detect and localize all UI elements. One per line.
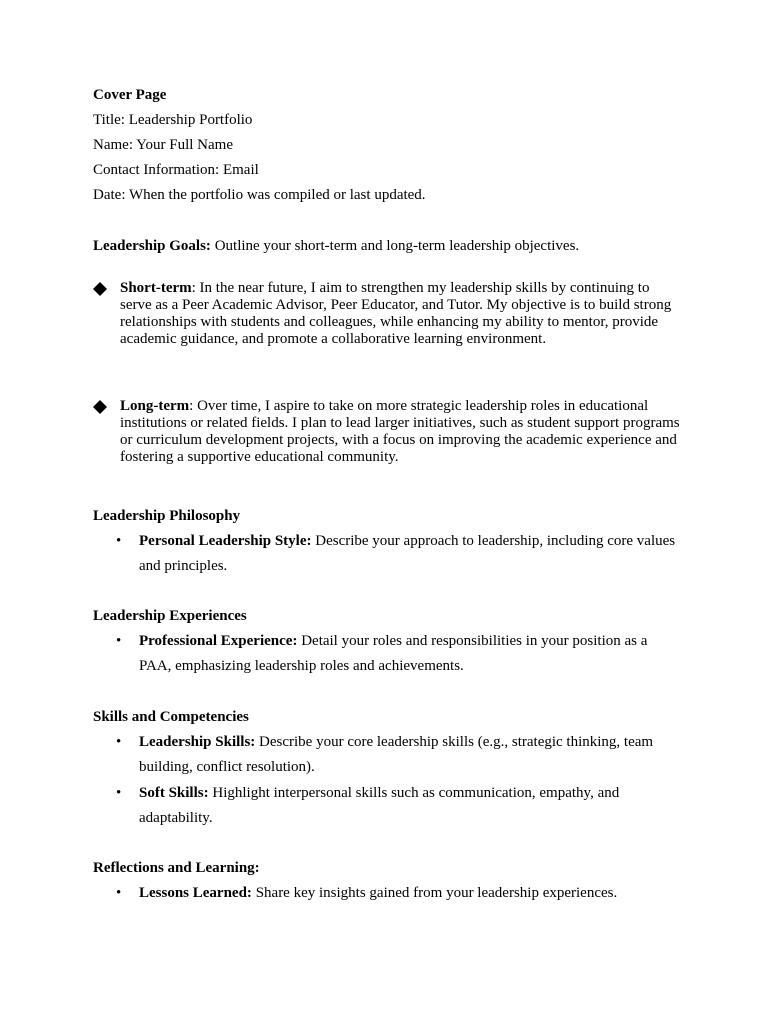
item-label: Personal Leadership Style: [139, 533, 312, 549]
item-text: Share key insights gained from your leadership experiences. [251, 885, 618, 901]
item-text: Describe your core leadership skills (e.g., strategic thinking, team building, conflict resolution). [139, 734, 654, 775]
goal-item-long-term [93, 398, 683, 466]
item-text: Detail your roles and responsibilities in your position as a PAA, emphasizing leadership roles and achievements. [139, 633, 648, 674]
goals-intro [93, 237, 579, 256]
diamond-bullet-icon [93, 400, 107, 414]
goal-text: : Over time, I aspire to take on more strategic leadership roles in educational institutions or related fields. I plan to lead larger initiatives, such as student support programs or curriculum development projects, with a focus on improving the academic experience and fostering a supportive educational community. [120, 398, 680, 465]
list-item [93, 730, 683, 780]
bullet-icon: • [116, 633, 122, 649]
item-text: Describe your approach to leadership, including core values and principles. [139, 533, 676, 574]
bullet-icon: • [116, 785, 122, 801]
cover-title: Title: Leadership Portfolio [93, 112, 253, 128]
bullet-icon: • [116, 533, 122, 549]
reflections-heading: Reflections and Learning: [93, 860, 260, 876]
cover-contact: Contact Information: Email [93, 162, 259, 178]
bullet-icon: • [116, 734, 122, 750]
goal-text: : In the near future, I aim to strengthen my leadership skills by continuing to serve as a Peer Academic Advisor, Peer Educator, and Tutor. My objective is to build strong relationships with students and colleagues, while enhancing my ability to mentor, provide academic guidance, and promote a collaborative learning environment. [120, 280, 672, 347]
goals-text: Outline your short-term and long-term leadership objectives. [210, 238, 580, 254]
goal-label: Long-term [120, 398, 190, 414]
list-item [93, 529, 683, 579]
cover-date: Date: When the portfolio was compiled or last updated. [93, 187, 426, 203]
cover-section [93, 86, 683, 205]
bullet-icon: • [116, 885, 122, 901]
cover-heading: Cover Page [93, 87, 167, 103]
skills-heading: Skills and Competencies [93, 709, 249, 725]
cover-name: Name: Your Full Name [93, 137, 233, 153]
item-label: Professional Experience: [139, 633, 298, 649]
goal-label: Short-term [120, 280, 192, 296]
goal-item-short-term [93, 280, 683, 348]
list-item [93, 629, 683, 679]
goals-label: Leadership Goals: [93, 238, 211, 254]
diamond-bullet-icon [93, 282, 107, 296]
experiences-heading: Leadership Experiences [93, 608, 247, 624]
item-label: Leadership Skills: [139, 734, 256, 750]
item-text: Highlight interpersonal skills such as communication, empathy, and adaptability. [139, 785, 620, 826]
philosophy-heading: Leadership Philosophy [93, 508, 241, 524]
document-page [93, 86, 683, 901]
item-label: Soft Skills: [139, 785, 209, 801]
list-item [93, 881, 683, 906]
item-label: Lessons Learned: [139, 885, 252, 901]
list-item [93, 781, 683, 831]
